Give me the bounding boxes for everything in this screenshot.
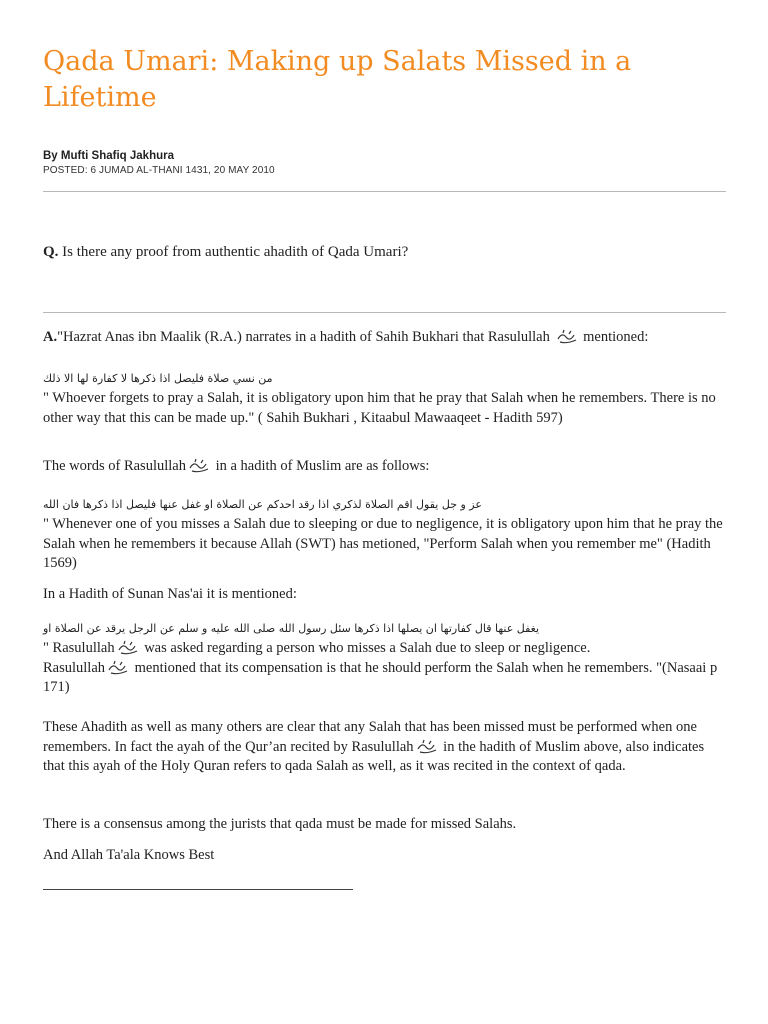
divider <box>43 191 726 192</box>
arabic-text: من نسي صلاة فليصل اذا ذكرها لا كفارة لها الا ذلك <box>43 372 273 385</box>
question-text: Is there any proof from authentic ahadith of Qada Umari? <box>58 244 409 260</box>
answer-intro: A."Hazrat Anas ibn Maalik (R.A.) narrates in a hadith of Sahih Bukhari that Rasulullah mentioned: <box>43 329 649 345</box>
closing: And Allah Ta'ala Knows Best <box>43 847 215 863</box>
arabic-text: عز و جل يقول اقم الصلاة لذكري اذا رقد احدكم عن الصلاة او غفل عنها فليصل اذا ذكرها فان الله <box>43 498 482 511</box>
conclusion: These Ahadith as well as many others are clear that any Salah that has been missed must be performed when one remembers. In fact the ayah of the Qur’an recited by Rasulullah in the hadith of Muslim above, also indicates that this ayah of the Holy Quran refers to qada Salah as well, as it was recited in the context of qada. <box>43 719 705 774</box>
hadith-translation: " Whenever one of you misses a Salah due to sleeping or due to negligence, it is obligatory upon him that he pray the Salah when he remembers it because Allah (SWT) has metioned, "Perform Salah when you remember me" (Hadith 1569) <box>43 516 723 571</box>
salawat-icon <box>107 660 129 676</box>
salawat-icon <box>556 329 578 345</box>
hadith-translation: " Whoever forgets to pray a Salah, it is obligatory upon him that he pray that Salah when he remembers. There is no other way that this can be made up." ( Sahih Bukhari , Kitaabul Mawaaqeet - Hadith 597) <box>43 390 716 426</box>
page-title: Qada Umari: Making up Salats Missed in a Lifetime <box>43 46 632 113</box>
salawat-icon <box>188 458 210 474</box>
question <box>43 244 408 261</box>
hadith-translation: " Rasulullah was asked regarding a person who misses a Salah due to sleep or negligence. Rasulullah mentioned that its compensation is that he should perform the Salah when he remembers. "(Nasaai p 171) <box>43 640 718 695</box>
posted-date: POSTED: 6 JUMAD AL-THANI 1431, 20 MAY 2010 <box>43 165 275 176</box>
question-prefix: Q. <box>43 244 59 260</box>
consensus: There is a consensus among the jurists that qada must be made for missed Salahs. <box>43 816 517 832</box>
muslim-intro: The words of Rasulullah in a hadith of Muslim are as follows: <box>43 458 430 474</box>
salawat-icon <box>117 640 139 656</box>
signature-line <box>43 889 353 890</box>
arabic-text: يغفل عنها قال كفارتها ان يصلها اذا ذكرها سئل رسول الله صلى الله عليه و سلم عن الرجل يرقد عن الصلاة او <box>43 622 540 635</box>
author-byline[interactable]: By Mufti Shafiq Jakhura <box>43 150 174 162</box>
answer-prefix: A. <box>43 329 58 345</box>
salawat-icon <box>416 739 438 755</box>
nasai-intro: In a Hadith of Sunan Nas'ai it is mentioned: <box>43 586 297 602</box>
divider <box>43 312 726 313</box>
